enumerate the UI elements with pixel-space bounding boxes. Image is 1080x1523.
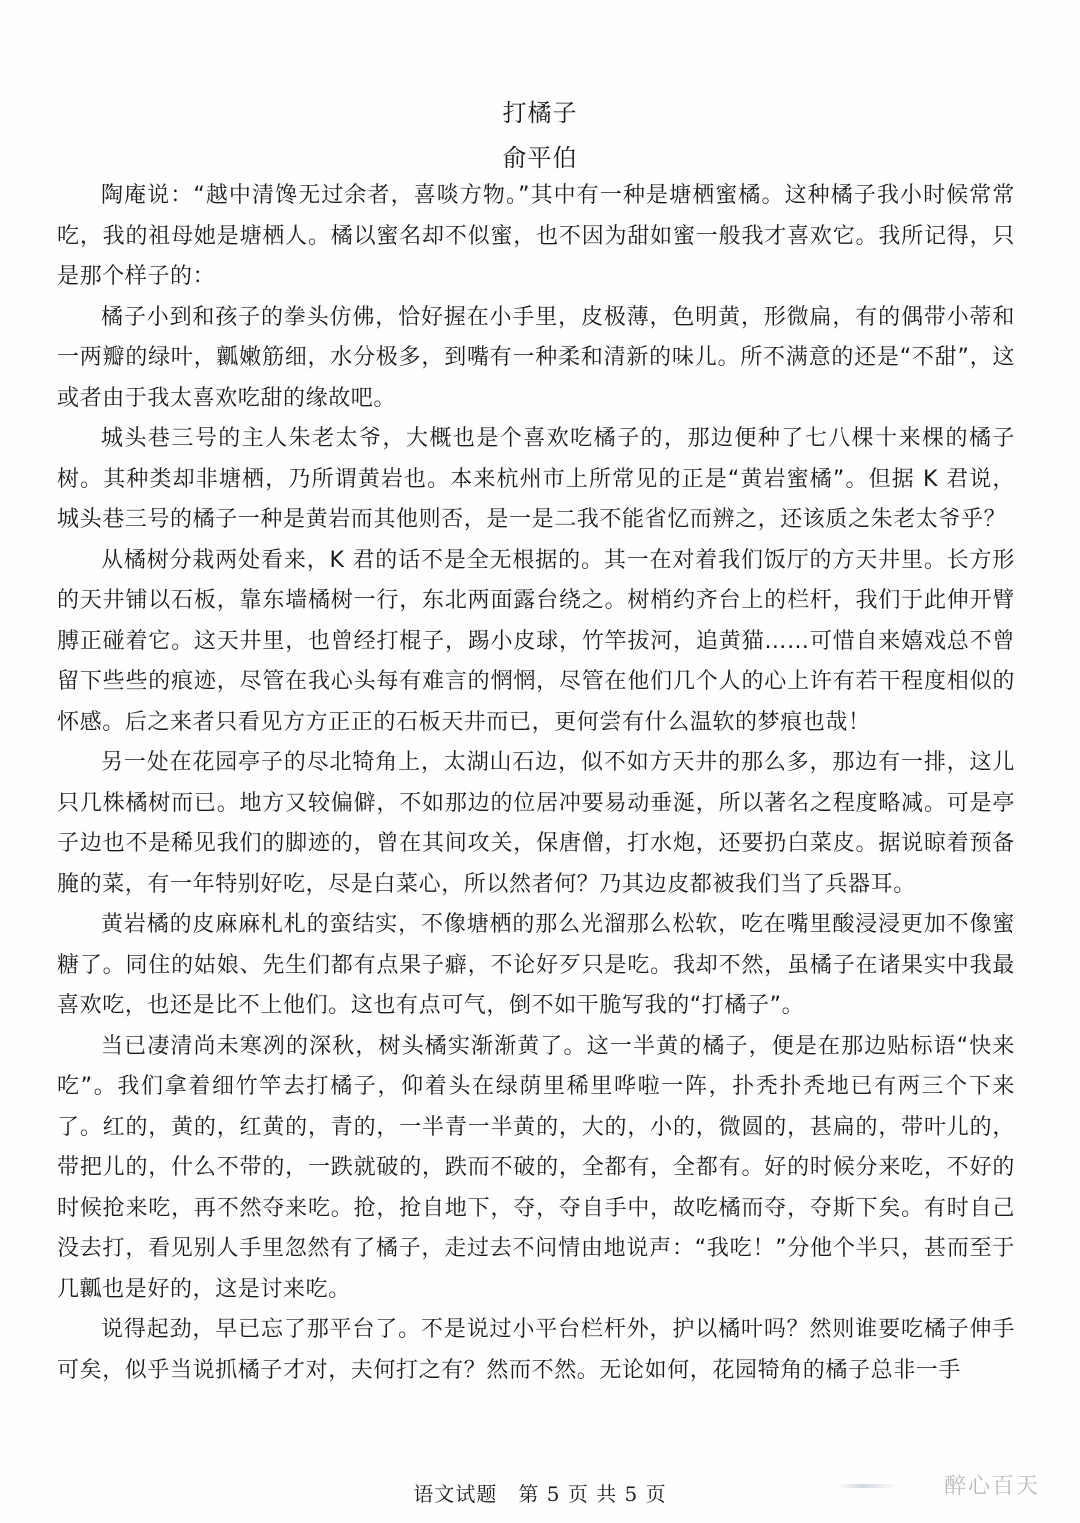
essay-author: 俞平伯 [502, 144, 578, 172]
watermark-mark [838, 1484, 898, 1488]
page-footer: 语文试题 第 5 页 共 5 页 [413, 1482, 667, 1506]
paragraph: 橘子小到和孩子的拳头仿佛，恰好握在小手里，皮极薄，色明黄，形微扁，有的偶带小蒂和一两瓣的绿叶，瓤嫩筋细，水分极多，到嘴有一种柔和清新的味儿。所不满意的还是“不甜”，这或者由于我太喜欢吃甜的缘故吧。 [57, 304, 1015, 411]
essay-title: 打橘子 [502, 99, 578, 127]
paragraph: 黄岩橘的皮麻麻札札的蛮结实，不像塘栖的那么光溜那么松软，吃在嘴里酸浸浸更加不像蜜糖了。同住的姑娘、先生们都有点果子癖，不论好歹只是吃。我却不然，虽橘子在诸果实中我最喜欢吃，也还是比不上他们。这也有点可气，倒不如干脆写我的“打橘子”。 [57, 912, 1015, 1018]
paragraph: 陶庵说：“越中清馋无过余者，喜啖方物。”其中有一种是塘栖蜜橘。这种橘子我小时候常常吃，我的祖母她是塘栖人。橘以蜜名却不似蜜，也不因为甜如蜜一般我才喜欢它。我所记得，只是那个样子的： [57, 183, 1015, 289]
paragraph: 城头巷三号的主人朱老太爷，大概也是个喜欢吃橘子的，那边便种了七八棵十来棵的橘子树。其种类却非塘栖，乃所谓黄岩也。本来杭州市上所常见的正是“黄岩蜜橘”。但据 K 君说，城头巷三号的橘子一种是黄岩而其他则否，是一是二我不能省忆而辨之，还该质之朱老太爷乎？ [57, 426, 1015, 532]
paragraph: 说得起劲，早已忘了那平台了。不是说过小平台栏杆外，护以橘叶吗？然则谁要吃橘子伸手可矣，似乎当说抓橘子才对，夫何打之有？然而不然。无论如何，花园犄角的橘子总非一手 [57, 1317, 1015, 1383]
essay-body [57, 176, 1015, 1391]
paragraph: 当已凄清尚未寒冽的深秋，树头橘实渐渐黄了。这一半黄的橘子，便是在那边贴标语“快来吃”。我们拿着细竹竿去打橘子，仰着头在绿荫里稀里哗啦一阵，扑秃扑秃地已有两三个下来了。红的，黄的，红黄的，青的，一半青一半黄的，大的，小的，微圆的，甚扁的，带叶儿的，带把儿的，什么不带的，一跌就破的，跌而不破的，全都有，全都有。好的时候分来吃，不好的时候抢来吃，再不然夺来吃。抢，抢自地下，夺，夺自手中，故吃橘而夺，夺斯下矣。有时自己没去打，看见别人手里忽然有了橘子，走过去不问情由地说声：“我吃！”分他个半只，甚而至于几瓤也是好的，这是讨来吃。 [57, 1033, 1015, 1302]
watermark: 醉心百天 [943, 1474, 1040, 1499]
paragraph: 从橘树分栽两处看来，K 君的话不是全无根据的。其一在对着我们饭厅的方天井里。长方形的天井铺以石板，靠东墙橘树一行，东北两面露台绕之。树梢约齐台上的栏杆，我们于此伸开臂膊正碰着它。这天井里，也曾经打棍子，踢小皮球，竹竿拔河，追黄猫……可惜自来嬉戏总不曾留下些些的痕迹，尽管在我心头每有难言的惘惘，尽管在他们几个人的心上许有若干程度相似的怀感。后之来者只看见方方正正的石板天井而已，更何尝有什么温软的梦痕也哉！ [57, 547, 1015, 735]
paragraph: 另一处在花园亭子的尽北犄角上，太湖山石边，似不如方天井的那么多，那边有一排，这儿只几株橘树而已。地方又较偏僻，不如那边的位居冲要易动垂涎，所以著名之程度略减。可是亭子边也不是稀见我们的脚迹的，曾在其间攻关，保唐僧，打水炮，还要扔白菜皮。据说晾着预备腌的菜，有一年特别好吃，尽是白菜心，所以然者何？乃其边皮都被我们当了兵器耳。 [57, 750, 1015, 897]
